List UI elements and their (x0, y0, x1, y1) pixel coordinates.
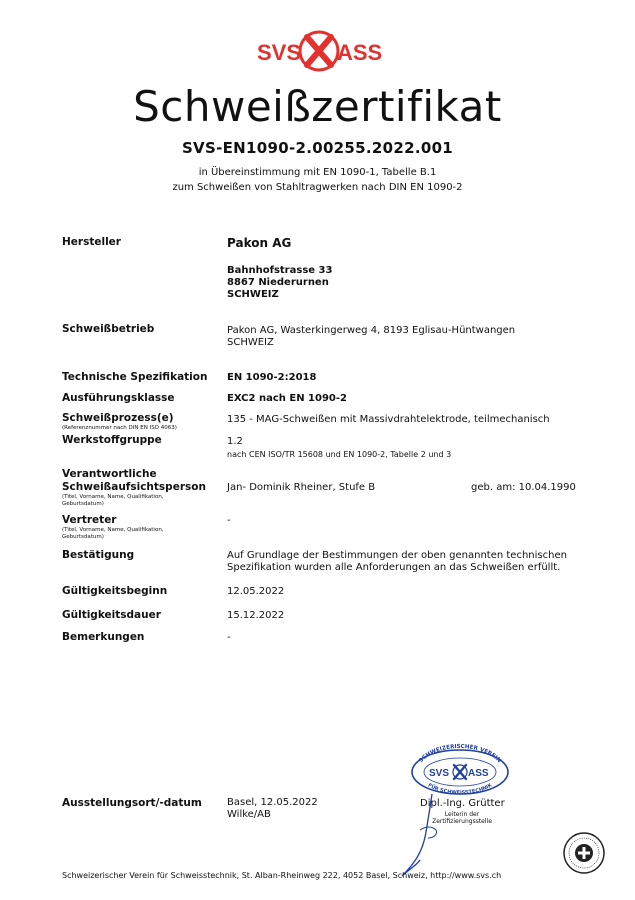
exec-class-value: EXC2 nach EN 1090-2 (227, 393, 347, 404)
schweissbetrieb-label: Schweißbetrieb (62, 323, 155, 335)
tech-spec-value: EN 1090-2:2018 (227, 372, 317, 383)
stamp-logo-left: SVS (429, 768, 450, 779)
logo-text-left: SVS (256, 40, 301, 65)
process-value: 135 - MAG-Schweißen mit Massivdrahtelektrode, teilmechanisch (227, 414, 550, 425)
signatory-role-1: Leiterin der (444, 811, 480, 818)
valid-from-value: 12.05.2022 (227, 586, 285, 597)
issue-label: Ausstellungsort/-datum (62, 797, 202, 809)
stamp-logo-right: ASS (468, 768, 489, 779)
remarks-label: Bemerkungen (62, 631, 145, 643)
supervisor-label-2: Schweißaufsichtsperson (62, 481, 206, 493)
subtitle-2: zum Schweißen von Stahltragwerken nach DIN EN 1090-2 (172, 182, 463, 193)
hersteller-city: 8867 Niederurnen (227, 277, 329, 288)
process-label: Schweißprozess(e) (62, 412, 174, 424)
material-group-value: 1.2 (227, 436, 243, 447)
deputy-value: - (227, 515, 231, 526)
valid-until-label: Gültigkeitsdauer (62, 609, 161, 621)
deputy-note-1: (Titel, Vorname, Name, Qualifikation, (62, 527, 164, 533)
material-group-note: nach CEN ISO/TR 15608 und EN 1090-2, Tabelle 2 und 3 (227, 450, 452, 459)
schweissbetrieb-line1: Pakon AG, Wasterkingerweg 4, 8193 Eglisau-Hüntwangen (227, 325, 516, 336)
svg-text:SCHWEIZERISCHER VEREIN (418, 744, 502, 764)
hersteller-name: Pakon AG (227, 236, 292, 250)
supervisor-note-2: Geburtsdatum) (62, 501, 104, 507)
supervisor-note-1: (Titel, Vorname, Name, Qualifikation, (62, 494, 164, 500)
confirmation-line1: Auf Grundlage der Bestimmungen der oben genannten technischen (227, 550, 567, 561)
deputy-note-2: Geburtsdatum) (62, 534, 104, 540)
signatory-role-2: Zertifizierungsstelle (432, 818, 492, 825)
exec-class-label: Ausführungsklasse (62, 392, 175, 404)
footer-address: Schweizerischer Verein für Schweisstechnik, St. Alban-Rheinweg 222, 4052 Basel, Schweiz, http://www.svs.ch (62, 871, 502, 880)
issue-place-date: Basel, 12.05.2022 (227, 797, 318, 808)
supervisor-value: Jan- Dominik Rheiner, Stufe B (227, 482, 376, 493)
signatory-role (422, 811, 502, 825)
page-title: Schweißzertifikat (133, 82, 502, 131)
confirmation-line2: Spezifikation wurden alle Anforderungen an das Schweißen erfüllt. (227, 562, 561, 573)
valid-from-label: Gültigkeitsbeginn (62, 585, 168, 597)
stamp-cross-icon (453, 765, 467, 779)
supervisor-label-1: Verantwortliche (62, 468, 157, 480)
hersteller-country: SCHWEIZ (227, 289, 279, 300)
tech-spec-label: Technische Spezifikation (62, 371, 208, 383)
process-note: (Referenznummer nach DIN EN ISO 4063) (62, 425, 177, 431)
material-group-label: Werkstoffgruppe (62, 434, 162, 446)
issue-ref: Wilke/AB (227, 809, 271, 820)
logo-cross-icon (300, 32, 338, 70)
valid-until-value: 15.12.2022 (227, 610, 285, 621)
signatory-name: Dipl.-Ing. Grütter (420, 798, 505, 809)
subtitle-1: in Übereinstimmung mit EN 1090-1, Tabelle B.1 (198, 167, 437, 178)
remarks-value: - (227, 632, 231, 643)
confirmation-label: Bestätigung (62, 549, 135, 561)
deputy-label: Vertreter (62, 514, 117, 526)
svs-logo (0, 26, 635, 80)
accreditation-mark (562, 831, 606, 879)
schweissbetrieb-line2: SCHWEIZ (227, 337, 274, 348)
hersteller-street: Bahnhofstrasse 33 (227, 265, 333, 276)
supervisor-birth: geb. am: 10.04.1990 (471, 482, 576, 493)
stamp-top-text: SCHWEIZERISCHER VEREIN (418, 743, 502, 765)
hersteller-label: Hersteller (62, 236, 121, 248)
stamp-bottom-text: FÜR SCHWEISSTECHNIK (426, 782, 494, 796)
certificate-number: SVS-EN1090-2.00255.2022.001 (181, 139, 454, 157)
logo-text-right: ASS (336, 40, 382, 65)
